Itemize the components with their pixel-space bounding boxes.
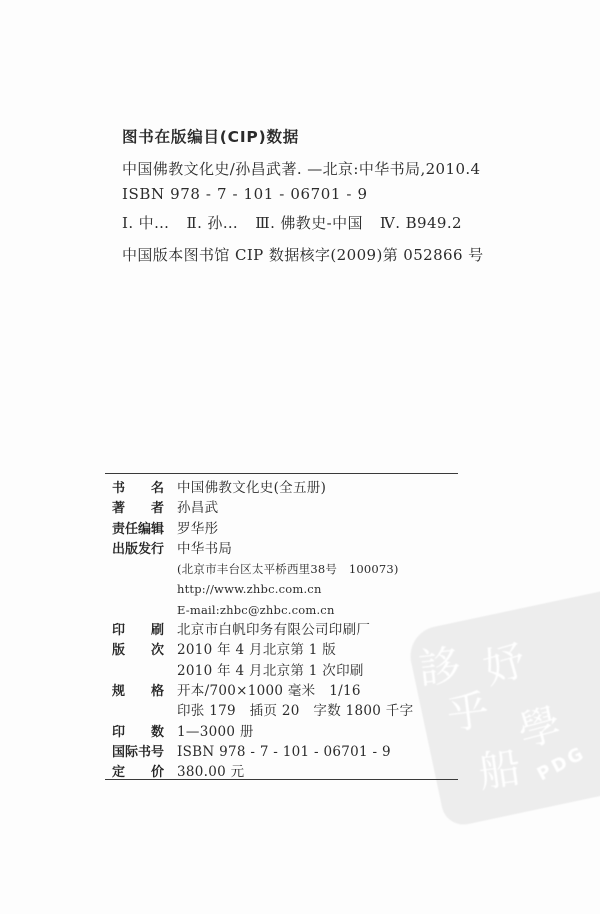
cip-classification-item: Ⅱ. 孙… xyxy=(186,214,239,232)
cip-isbn: ISBN 978 - 7 - 101 - 06701 - 9 xyxy=(122,185,368,203)
colophon-row xyxy=(112,742,475,762)
seal-character-icon: 乎 xyxy=(444,685,492,740)
colophon-row xyxy=(112,478,475,498)
colophon-value: ISBN 978 - 7 - 101 - 06701 - 9 xyxy=(177,743,391,760)
colophon-value: 380.00 元 xyxy=(177,764,245,781)
colophon-value: 印张 179 插页 20 字数 1800 千字 xyxy=(177,703,414,720)
colophon-label: 著 者 xyxy=(112,501,165,517)
seal-character-icon: 學 xyxy=(512,698,567,757)
colophon-value: http://www.zhbc.com.cn xyxy=(177,582,322,597)
colophon-value: 2010 年 4 月北京第 1 次印刷 xyxy=(177,662,364,679)
colophon-value: 开本/700×1000 毫米 1/16 xyxy=(177,682,361,699)
colophon-row xyxy=(112,701,475,721)
colophon-value: 中华书局 xyxy=(177,540,233,557)
colophon-value: 罗华彤 xyxy=(177,520,219,537)
colophon-row xyxy=(112,519,475,539)
seal-character-icon: 船 xyxy=(475,742,524,798)
colophon-top-rule xyxy=(105,473,458,474)
colophon-row xyxy=(112,498,475,518)
cip-record-number: 中国版本图书馆 CIP 数据核字(2009)第 052866 号 xyxy=(122,246,484,264)
colophon-label: 出版发行 xyxy=(112,541,165,557)
seal-character-icon: 妤 xyxy=(477,635,532,694)
cip-classification-line xyxy=(122,212,522,234)
colophon-bottom-rule xyxy=(105,779,458,780)
colophon-label: 印 数 xyxy=(112,724,165,740)
colophon-value: 孙昌武 xyxy=(177,500,219,517)
colophon-row xyxy=(112,640,475,660)
seal-character-icon: 誃 xyxy=(416,640,464,694)
cip-classification-item: Ⅰ. 中… xyxy=(122,214,170,232)
colophon-row xyxy=(112,620,475,640)
cip-catalog-entry: 中国佛教文化史/孙昌武著. —北京:中华书局,2010.4 xyxy=(122,160,481,178)
colophon-row xyxy=(112,600,475,620)
colophon-value: 1—3000 册 xyxy=(177,723,254,740)
colophon-value: 中国佛教文化史(全五册) xyxy=(177,480,327,496)
colophon-value: 北京市白帆印务有限公司印刷厂 xyxy=(177,622,371,639)
pdg-watermark-label: PDG xyxy=(533,742,590,786)
cip-classification-item: Ⅳ. B949.2 xyxy=(379,214,462,232)
cip-block xyxy=(122,126,522,266)
colophon-value: (北京市丰台区太平桥西里38号 100073) xyxy=(177,562,399,577)
colophon-label: 书 名 xyxy=(112,481,165,496)
colophon-label: 国际书号 xyxy=(112,744,165,760)
colophon-row xyxy=(112,559,475,579)
colophon-label: 责任编辑 xyxy=(112,521,165,537)
colophon-label: 版 次 xyxy=(112,643,165,659)
colophon-label: 定 价 xyxy=(112,765,165,781)
colophon-label: 印 刷 xyxy=(112,623,165,639)
cip-classification-item: Ⅲ. 佛教史-中国 xyxy=(255,214,363,232)
colophon-row xyxy=(112,539,475,559)
cip-heading: 图书在版编目(CIP)数据 xyxy=(122,128,300,146)
colophon-value: 2010 年 4 月北京第 1 版 xyxy=(177,642,337,659)
colophon-row xyxy=(112,579,475,599)
colophon-block xyxy=(105,478,475,782)
colophon-value: E-mail:zhbc@zhbc.com.cn xyxy=(177,602,335,617)
colophon-row xyxy=(112,681,475,701)
colophon-label: 规 格 xyxy=(112,683,165,699)
colophon-row xyxy=(112,661,475,681)
colophon-row xyxy=(112,722,475,742)
